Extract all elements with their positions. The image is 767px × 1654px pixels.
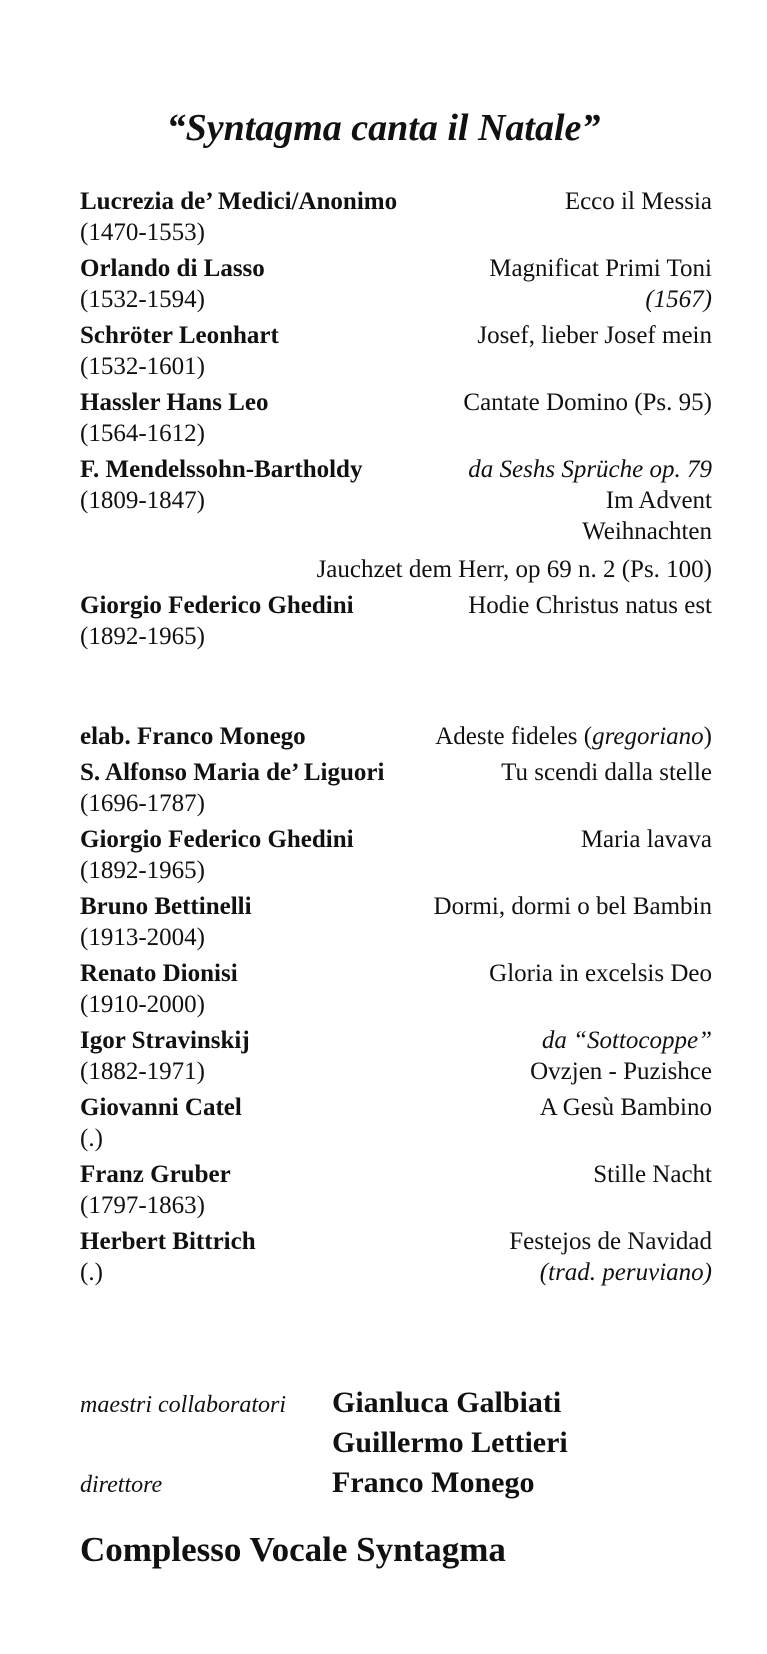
work-title: Ovzjen - Puzishce — [530, 1058, 712, 1085]
work-title: Stille Nacht — [593, 1161, 712, 1188]
program-item — [80, 387, 712, 449]
composer-name: Giorgio Federico Ghedini — [80, 592, 354, 619]
work-title: Hodie Christus natus est — [468, 592, 712, 619]
composer-dates: (1892-1965) — [80, 857, 205, 884]
composer-dates: (1809-1847) — [80, 487, 205, 514]
work-title: Josef, lieber Josef mein — [477, 322, 712, 349]
composer-name: Bruno Bettinelli — [80, 893, 252, 920]
work-title: Ecco il Messia — [564, 188, 712, 215]
credit-role: maestri collaboratori — [80, 1392, 287, 1418]
work-title: Jauchzet dem Herr, op 69 n. 2 (Ps. 100) — [316, 556, 712, 583]
work-note: (1567) — [645, 286, 712, 313]
composer-name: F. Mendelssohn-Bartholdy — [80, 456, 363, 483]
composer-dates: (1532-1594) — [80, 286, 205, 313]
program-item — [80, 1025, 712, 1087]
composer-dates: (1797-1863) — [80, 1192, 205, 1219]
work-title: Tu scendi dalla stelle — [501, 759, 712, 786]
ensemble-name: Complesso Vocale Syntagma — [80, 1530, 506, 1569]
program-item — [80, 1159, 712, 1221]
composer-name: Igor Stravinskij — [80, 1027, 250, 1054]
work-title-text: Adeste fideles ( — [435, 723, 593, 750]
composer-name: Orlando di Lasso — [80, 255, 265, 282]
composer-dates: (1564-1612) — [80, 420, 205, 447]
work-title: Maria lavava — [580, 826, 712, 853]
program-item — [80, 253, 712, 315]
composer-dates: (1910-2000) — [80, 991, 205, 1018]
composer-name: Franz Gruber — [80, 1161, 231, 1188]
work-title: Gloria in excelsis Deo — [489, 960, 712, 987]
program-item — [80, 1226, 712, 1288]
section-spacer — [80, 657, 712, 721]
work-title: Weihnachten — [582, 518, 712, 545]
composer-dates: (1882-1971) — [80, 1058, 205, 1085]
composer-name: Giorgio Federico Ghedini — [80, 826, 354, 853]
composer-dates: (1532-1601) — [80, 353, 205, 380]
work-note: (trad. peruviano) — [539, 1259, 712, 1286]
credit-name: Gianluca Galbiati — [332, 1386, 562, 1419]
composer-dates: (.) — [80, 1125, 103, 1152]
program-item — [80, 454, 712, 585]
composer-dates: (1470-1553) — [80, 219, 205, 246]
composer-name: elab. Franco Monego — [80, 723, 306, 750]
work-title: A Gesù Bambino — [539, 1094, 712, 1121]
program-item — [80, 320, 712, 382]
credits — [80, 1386, 720, 1506]
work-source: da “Sottocoppe” — [541, 1027, 712, 1054]
credit-row — [80, 1426, 720, 1466]
composer-name: Renato Dionisi — [80, 960, 238, 987]
composer-name: Herbert Bittrich — [80, 1228, 256, 1255]
credit-row — [80, 1466, 720, 1506]
program-item — [80, 590, 712, 652]
program-item — [80, 824, 712, 886]
work-title: Magnificat Primi Toni — [489, 255, 712, 282]
composer-dates: (1696-1787) — [80, 790, 205, 817]
program-item — [80, 186, 712, 248]
work-title — [435, 721, 712, 752]
work-title: Dormi, dormi o bel Bambin — [433, 893, 712, 920]
work-title: Festejos de Navidad — [509, 1228, 712, 1255]
work-title-end: ) — [703, 723, 712, 750]
composer-name: Schröter Leonhart — [80, 322, 279, 349]
credit-role: direttore — [80, 1472, 163, 1498]
program-item — [80, 1092, 712, 1154]
composer-name: S. Alfonso Maria de’ Liguori — [80, 759, 385, 786]
program-item — [80, 721, 712, 752]
composer-dates: (1892-1965) — [80, 623, 205, 650]
credit-row — [80, 1386, 720, 1426]
work-source: da Seshs Sprüche op. 79 — [468, 456, 712, 483]
work-title: Im Advent — [605, 487, 712, 514]
composer-name: Hassler Hans Leo — [80, 389, 269, 416]
credit-name: Guillermo Lettieri — [332, 1426, 568, 1459]
composer-name: Lucrezia de’ Medici/Anonimo — [80, 188, 398, 215]
work-title: Cantate Domino (Ps. 95) — [463, 389, 712, 416]
program-item — [80, 757, 712, 819]
work-style: gregoriano — [592, 723, 704, 750]
composer-name: Giovanni Catel — [80, 1094, 242, 1121]
program-item — [80, 891, 712, 953]
composer-dates: (1913-2004) — [80, 924, 205, 951]
composer-dates: (.) — [80, 1259, 103, 1286]
concert-title: “Syntagma canta il Natale” — [166, 107, 601, 149]
program-list — [80, 186, 712, 1293]
credit-name: Franco Monego — [332, 1466, 535, 1499]
program-item — [80, 958, 712, 1020]
